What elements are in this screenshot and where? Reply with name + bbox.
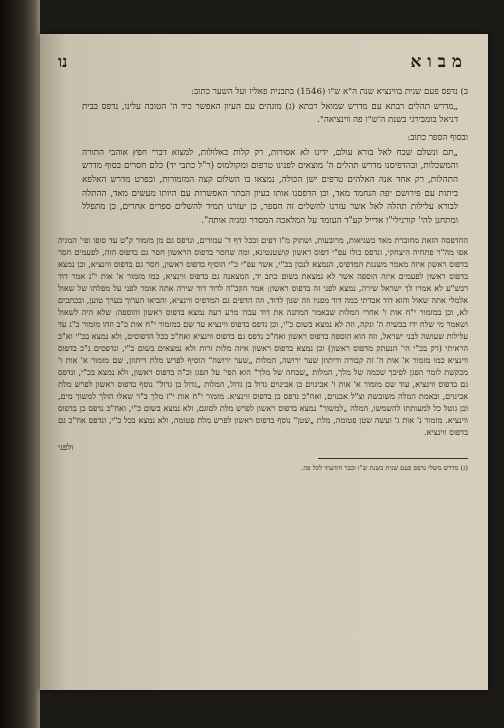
running-header: [58, 52, 468, 86]
page-number: נו: [58, 52, 68, 71]
book-page: [40, 34, 488, 690]
footnote-rule: [318, 458, 468, 459]
section-b-intro: ב) נדפס פעם שנית בווינציא שנת ה"א ש"ו (1546) בתבנית פאליו ועל השער כתוב:: [191, 87, 468, 97]
page-content: [58, 52, 468, 676]
colophon-quote: „תם ונשלם שבח לאל בורא עולם, ידינו לא אסורות, רק קלות כאלולות, למצוא דברי חפץ אוהבי התורה והמשכלות, ובהדפיסנו מדרש תהלים ה' מוצאים לפנינו טרפום ומקולמוס (ר"ל כתבי יד) כלם חסרים בסוף מדרש התהלות, רק אחד אנה האלהים טרפים ישן הכולה, נמצאו בו השלום קצה המזמורות, ובפרט מדרש האלפא ביתות עם פירושם יפה הנחמד מאד, וכן הדפסנו אותו בעיון הבתר האפשרות עם היותו מעשים מאד, ההתלה לבורא עלילות תהלה לאל אשר עזרנו להשלים זה הספר, כן יעזרנו תמיד להשלים ספרים אחרים, כן מתפלל ומתחנן להי' קורנילי"ו אדייל קע"ד העומד על המלאכה המסדר ומגיה אותה".: [82, 147, 458, 226]
colophon-label: ובסוף הספר כתוב:: [407, 133, 468, 144]
title-page-quote: „מדרש תהלים רבתא עם מדרש שמואל רבתא (ג) מוגהים עם העיון האפשר כיד ה' הטובה עלינו, נדפס בבית דניאל בומבירגי בשנת ה'ש"ו פה ווינציאה".: [82, 102, 458, 126]
catchword: ולפני: [58, 441, 74, 452]
footnote: (ג) מדרש משלי נדפס פעם שנית בשנת ש"ו וכבר הודעתי לכל פה.: [301, 464, 468, 473]
running-title: מבוא: [410, 52, 468, 72]
body-paragraph: ההדפסה הזאת מחוברת מאד בשגיאות, מרובעות, ושתוק מ"ז דפים ובכל דף ד' עמודים, ונדפס גם מן מזמור ק"ט עד סופו ופי' המגיה אפו מה"ר פתחיה היצחקי, ונדפס כולו עפ"י דפוס ראשון קושטנטינא, ומה שחסר בדפוס הראשון חסר גם בדפוס הזה, לפעמים חסר בדפוס ראשון איזה מאמר משנגת המדפיס, הנמצא לנכון בכ"י, אשר עפ"י כ"י הוסיף בדפוס ראשון, חסר גם בדפוס ווינציא, וכן נמצא בדפוס ראשון לפעמים איזה הוספה אשר לא נמצאת בשום כתב יד, המצאנה גם בדפוס ווינציא, כמו מזמור א' אות י"ג אמר דוד רבש"ע לא אמרו לך ישראל שירה, נמצא לפני זה בדפוס ראשון: אמר הקב"ה לדוד דוד שירה אתה אומר לפני על מפלתו של שאול אלמלי אתה שאול והוא דוד אבדתי כמה דוד מפניו וזה שנון לדוד, וזה הדפים גם המדפיס ווינציא, והביאו הערוך בערך טוען, ובכתבים לא, וכן במזמור י"ח אות ו' אחרי המלות שבאמר המתנה את דוד עבדו מרע רעה נמצא בדפוס ראשון והוספה: שלא היה לשאול ושאמר מי שלח ידו בבשיח ה' ונקה, וזה לא נמצא בשום כ"י, וכן נדפס בדפוס ווינציא עד שם במזמור י"ח אות כ"ב וזהו מזמור כ"ג עד עלילות שעושה לבני ישראל, וזה הוא הוספה בדפוס ראשון ואח"כ נדפס גם בדפוס ווינציא ואח"כ בכל הדפוסים, ולא נמצא בכ"י וא"כ הראיתי (רק בכ"י הי' הנעתק מדפוס ראשון) וכן נמצא בדפוס ראשון איזה מלות זרות ולא נמצאים בשום כ"י, ונדפסים נ"כ בדפוס ווינציא כמו מזמור א' אות ה' זה קבורה ודיתוזן שער ירושה, המלות „שער ירושה" הוסיף לפרש מלת דיתוזן, שם מזמור א' אות ו' מכקשת לומר הפגן לפיכך שכמה של מלך, המלות „שבחה של מלך" הוא הפי' על הפגן וכ"ה בדפוס ראשון, ולא נמצא בכ"י, ונדפס גם בדפוס ווינציא, עוד שם מזמור א' אות ו' אבינוים כן אבינוים גדול בן גדול, המלות „גדול בן גדול" נוסף בדפוס ראשון לפרש מלת אבינוים, ובאמת המלה משובשת וצ"ל אבנוים, ואח"כ נדפס כן בדפוס ווינציא. מזמור י"ח אות י"ז מלך ב"ר שאלו הולך למשוך מים, ובן גוטל כל למעותתו להשמשו, המלה „למשוך" נמצא בדפוס ראשון לפרש מלת לסוגם, ולא נמצא בשום כ"י, ואח"כ נדפס כן בדפוס ווינציא. מזמור נ' אות ג' ועשה שטן פטומה, מלת „שטן" נוסף בדפוס ראשון לפרש מלת פטומה, ולא נמצא בכל כ"י, ונדפס אח"כ גם בדפוס ווינציא.: [58, 235, 468, 437]
book-spine: [0, 0, 40, 728]
